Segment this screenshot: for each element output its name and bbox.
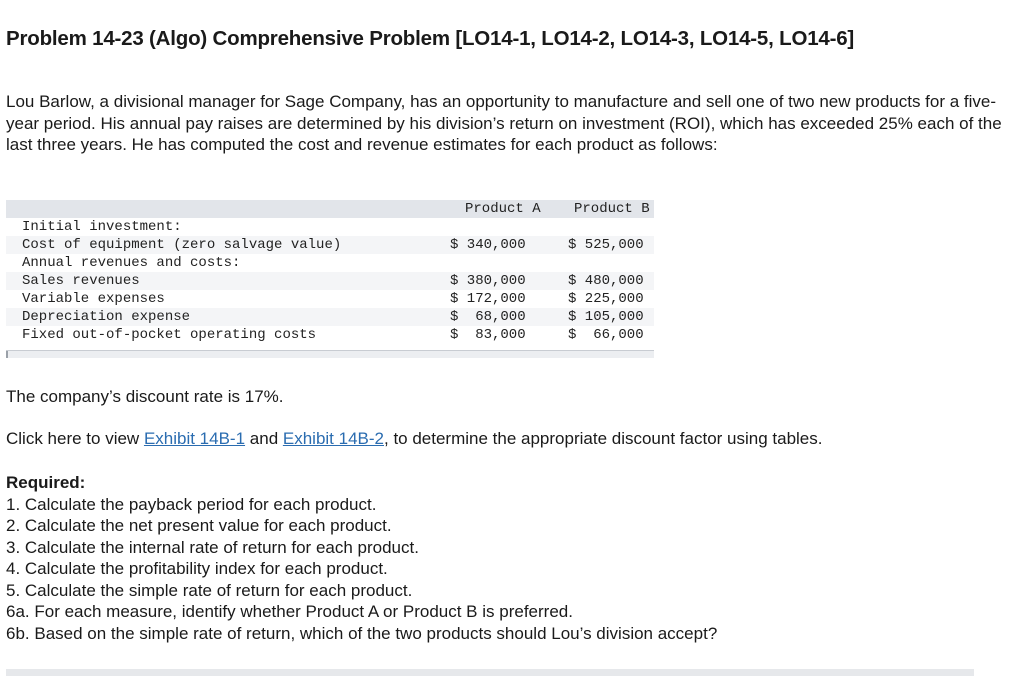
required-item: 3. Calculate the internal rate of return for each product. bbox=[6, 537, 419, 557]
cell-product-a bbox=[442, 254, 560, 272]
required-item: 1. Calculate the payback period for each product. bbox=[6, 494, 377, 514]
exhibit-14b-1-link[interactable]: Exhibit 14B-1 bbox=[143, 429, 246, 448]
row-label: Initial investment: bbox=[22, 219, 182, 235]
estimates-table bbox=[6, 200, 654, 344]
required-item: 5. Calculate the simple rate of return for each product. bbox=[6, 580, 413, 600]
required-section bbox=[6, 472, 717, 644]
cell-product-b: $ 525,000 bbox=[568, 237, 644, 253]
row-label: Variable expenses bbox=[22, 291, 165, 307]
cell-product-a: $ 380,000 bbox=[450, 273, 526, 289]
required-heading: Required: bbox=[6, 473, 86, 492]
table-header-row bbox=[6, 200, 654, 218]
cell-product-b: $ 480,000 bbox=[568, 273, 644, 289]
cell-product-b: $ 66,000 bbox=[568, 327, 644, 343]
required-item: 4. Calculate the profitability index for each product. bbox=[6, 559, 388, 578]
table-row bbox=[6, 254, 654, 272]
required-item: 6a. For each measure, identify whether Product A or Product B is preferred. bbox=[6, 602, 573, 621]
cell-product-b bbox=[560, 218, 654, 236]
bottom-divider bbox=[6, 669, 974, 676]
table-row bbox=[6, 308, 654, 326]
table-row bbox=[6, 272, 654, 290]
row-label: Annual revenues and costs: bbox=[22, 255, 241, 271]
problem-title: Problem 14-23 (Algo) Comprehensive Problem [LO14-1, LO14-2, LO14-3, LO14-5, LO14-6] bbox=[6, 27, 855, 50]
exhibit-14b-2-link[interactable]: Exhibit 14B-2 bbox=[282, 429, 384, 448]
required-item: 2. Calculate the net present value for each product. bbox=[6, 516, 392, 535]
discount-rate-text: The company’s discount rate is 17%. bbox=[6, 387, 284, 406]
header-product-a: Product A bbox=[465, 201, 541, 217]
click-prefix: Click here to view bbox=[6, 429, 144, 448]
cell-product-b: $ 105,000 bbox=[568, 309, 644, 325]
table-scrollbar[interactable] bbox=[6, 350, 654, 358]
required-item: 6b. Based on the simple rate of return, which of the two products should Lou’s division accept? bbox=[6, 623, 718, 643]
table-row bbox=[6, 326, 654, 344]
table-row bbox=[6, 218, 654, 236]
cell-product-a: $ 83,000 bbox=[450, 327, 526, 343]
table-row bbox=[6, 236, 654, 254]
cell-product-a: $ 172,000 bbox=[450, 291, 526, 307]
header-product-b: Product B bbox=[574, 201, 650, 217]
table-row bbox=[6, 290, 654, 308]
row-label: Fixed out-of-pocket operating costs bbox=[22, 327, 317, 343]
required-list bbox=[6, 494, 717, 645]
cell-product-b bbox=[560, 254, 654, 272]
click-middle: and bbox=[245, 429, 283, 448]
cell-product-b: $ 225,000 bbox=[568, 291, 644, 307]
row-label: Cost of equipment (zero salvage value) bbox=[22, 237, 342, 253]
cell-product-a: $ 340,000 bbox=[450, 237, 526, 253]
cell-product-a: $ 68,000 bbox=[450, 309, 526, 325]
cell-product-a bbox=[442, 218, 560, 236]
click-suffix: , to determine the appropriate discount factor using tables. bbox=[384, 429, 823, 448]
exhibit-instructions bbox=[6, 429, 822, 449]
problem-intro: Lou Barlow, a divisional manager for Sage Company, has an opportunity to manufacture and sell one of two new products for a five-year period. His annual pay raises are determined by his division’s return on investment (ROI), which has exceeded 25% each of the last three years. He has computed the cost and revenue estimates for each product as follows: bbox=[6, 92, 1002, 154]
row-label: Depreciation expense bbox=[22, 309, 191, 325]
row-label: Sales revenues bbox=[22, 273, 140, 289]
